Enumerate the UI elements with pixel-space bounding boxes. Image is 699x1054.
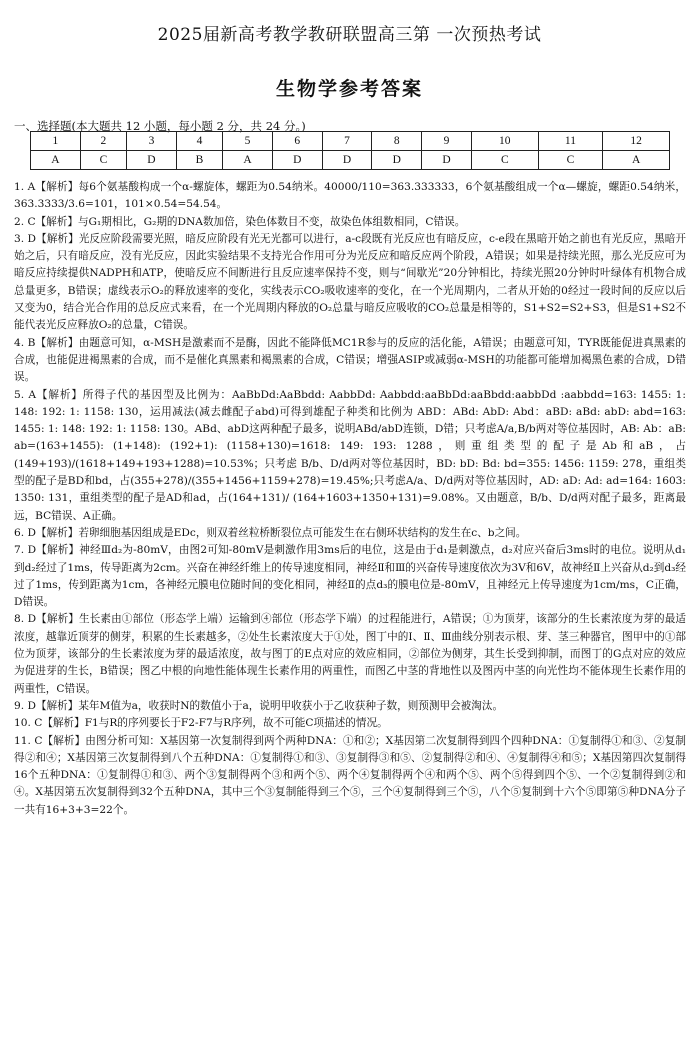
question-number: 5 [223, 132, 273, 151]
explanation-q10: 10. C【解析】F1与R的序列要长于F2-F7与R序列，故不可能C项描述的情况。 [14, 717, 388, 730]
explanation-q6: 6. D【解析】若卵细胞基因组成是EDc，则双着丝粒桥断裂位点可能发生在右侧环状结构的发生在c、b之间。 [14, 526, 527, 539]
question-number: 2 [80, 132, 126, 151]
answer-cell: D [127, 151, 177, 170]
question-number: 12 [603, 132, 670, 151]
answer-row [31, 151, 670, 170]
question-number: 8 [372, 132, 422, 151]
explanation-q7: 7. D【解析】神经Ⅲd₂为-80mV，由图2可知-80mV是刺激作用3ms后的电位，这是由于d₁是刺激点，d₂对应兴奋后3ms时的电位。说明从d₁到d₂经过了1ms，传导距离为2cm。兴奋在神经纤维上的传导速度相同，神经Ⅱ和Ⅲ的兴奋传导速度依次为3V和6V，故神经Ⅱ上兴奋从d₂到d₃经过了1ms，传到距离为1cm，各神经元膜电位随时间的变化相同，神经Ⅱ的点d₃的膜电位是-80mV，且神经元上传导速度为1cm/ms，C正确，D错误。 [14, 544, 686, 609]
answer-cell: D [372, 151, 422, 170]
answer-cell: C [80, 151, 126, 170]
question-number: 1 [31, 132, 81, 151]
answer-cell: D [422, 151, 472, 170]
answer-cell: A [223, 151, 273, 170]
explanation-q9: 9. D【解析】某年M值为a，收获时N的数值小于a，说明甲收获小于乙收获种子数，则预测甲会被淘汰。 [14, 699, 504, 712]
question-number: 11 [538, 132, 603, 151]
answer-cell: D [272, 151, 322, 170]
answer-cell: A [603, 151, 670, 170]
answer-cell: B [176, 151, 222, 170]
answer-cell: C [538, 151, 603, 170]
answer-cell: C [471, 151, 538, 170]
question-number: 10 [471, 132, 538, 151]
question-number: 4 [176, 132, 222, 151]
answer-key-heading: 生物学参考答案 [275, 78, 423, 100]
question-number: 9 [422, 132, 472, 151]
explanation-q2: 2. C【解析】与G₁期相比，G₂期的DNA数加倍，染色体数目不变，故染色体组数相同，C错误。 [14, 215, 466, 228]
question-number: 3 [127, 132, 177, 151]
answer-cell: D [322, 151, 372, 170]
explanation-q8: 8. D【解析】生长素由①部位（形态学上端）运输到④部位（形态学下端）的过程能进行，A错误；①为顶芽，该部分的生长素浓度为芽的最适浓度，越靠近顶芽的侧芽，积累的生长素越多，②处生长素浓度大于①处，图丁中的Ⅰ、Ⅱ、Ⅲ曲线分别表示根、芽、茎三种器官，图甲中的①部位为顶芽，该部分的生长素浓度为芽的最适浓度，故与图丁的E点对应的效应相同，②部位为侧芽，其生长受到抑制，而图丁的G点对应的效应为促进芽的生长，B错误；图乙中根的向地性能体现生长素作用的两重性，而图乙中茎的背地性以及图丙中茎的向光性均不能体现生长素作用的两重性，C错误。 [14, 613, 686, 695]
exam-title: 2025届新高考教学教研联盟高三第 一次预热考试 [157, 25, 542, 45]
question-number: 6 [272, 132, 322, 151]
question-number-row [31, 132, 670, 151]
explanation-q3: 3. D【解析】光反应阶段需要光照，暗反应阶段有光无光都可以进行，a-c段既有光反应也有暗反应，c-e段在黑暗开始之前也有光反应，黑暗开始之后，只有暗反应，没有光反应，因此实验结果不支持光合作用可分为光反应和暗反应两个阶段，A错误；如果是持续光照，那么光反应可为暗反应持续提供NADPH和ATP，使暗反应不间断进行且反应速率保持不变，则与“间歇光”20分钟相比，持续光照20分钟时叶绿体有机物合成总量更多，B错误；虚线表示O₂的释放速率的变化，实线表示CO₂吸收速率的变化，在一个光周期内，二者从开始的0经过一段时间的反应以后又变为0，结合光合作用的总反应式来看，在一个光周期内释放的O₂总量与暗反应吸收的CO₂总量是相等的，S1+S2=S2+S3，但是S1+S2不能代表光反应释放O₂的总量，C错误。 [14, 232, 686, 332]
explanation-q11: 11. C【解析】由图分析可知：X基因第一次复制得到两个两种DNA：①和②；X基因第二次复制得到四个四种DNA：①复制得①和③、②复制得②和④；X基因第三次复制得到八个五种DNA：①复制得①和③、③复制得③和⑤、②复制得②和④、④复制得④和⑤；X基因第四次复制得16个五种DNA：①复制得①和③、两个③复制得两个③和两个⑤、两个④复制得两个④和两个⑤、两个⑤得到四个⑤、一个②复制得到②和④。X基因第五次复制得到32个五种DNA，其中三个③复制能得到三个⑤，三个④复制得到三个⑤，八个⑤复制到十六个⑤即第⑤种DNA分子一共有16+3+3=22个。 [14, 734, 686, 816]
explanation-q4: 4. B【解析】由题意可知，α-MSH是激素而不是酶，因此不能降低MC1R参与的反应的活化能，A错误；由题意可知，TYR既能促进真黑素的合成，也能促进褐黑素的合成，而不是催化真黑素和褐黑素的合成，C错误；增强ASIP或减弱α-MSH的功能都可能增加褐黑色素的合成，D错误。 [14, 336, 686, 384]
explanation-q1: 1. A【解析】每6个氨基酸构成一个α-螺旋体，螺距为0.54纳米。40000/110=363.333333，6个氨基酸组成一个α—螺旋，螺距0.54纳米，363.3333/3.6=101，101×0.54=54.54。 [14, 181, 686, 211]
answer-table [30, 131, 670, 170]
explanation-q5: 5. A【解析】所得子代的基因型及比例为：AaBbDd:AaBbdd: AabbDd: Aabbdd:aaBbDd:aaBbdd:aabbDd :aabbdd=163: 1455: 1: 148: 192: 1: 1158: 130，运用减法(减去雌配子abd)可得到雄配子种类和比例为 ABD：ABd: AbD: Abd：aBD: aBd: abD: abd=163: 1455: 1: 148: 192: 1: 1158: 130。ABd、abD这两种配子最多，说明ABd/abD连锁，D错；只考虑A/a,B/b两对等位基因时，AB: Ab：aB: ab=(163+1455): (1+148): (192+1): (1158+130)=1618: 149: 193: 1288，则重组类型的配子是Ab和aB，占(149+193)/(1618+149+193+1288)=10.53%；只考虑 B/b、D/d两对等位基因时，BD: bD: Bd: bd=355: 1456: 1159: 278，重组类型的配子是BD和bd，占(355+278)/(355+1456+1159+278)=19.45%;只考虑A/a、D/d两对等位基因时，AD: aD: Ad: ad=164: 1603: 1350: 131，重组类型的配子是AD和ad，占(164+131)/ (164+1603+1350+131)=9.08%。又由题意，B/b、D/d两对配子最多，距离最远，BC错误、A正确。 [14, 388, 686, 522]
answer-cell: A [31, 151, 81, 170]
section-heading: 一、选择题(本大题共 12 小题，每小题 2 分，共 24 分。) [14, 119, 306, 133]
question-number: 7 [322, 132, 372, 151]
explanations [14, 179, 686, 819]
